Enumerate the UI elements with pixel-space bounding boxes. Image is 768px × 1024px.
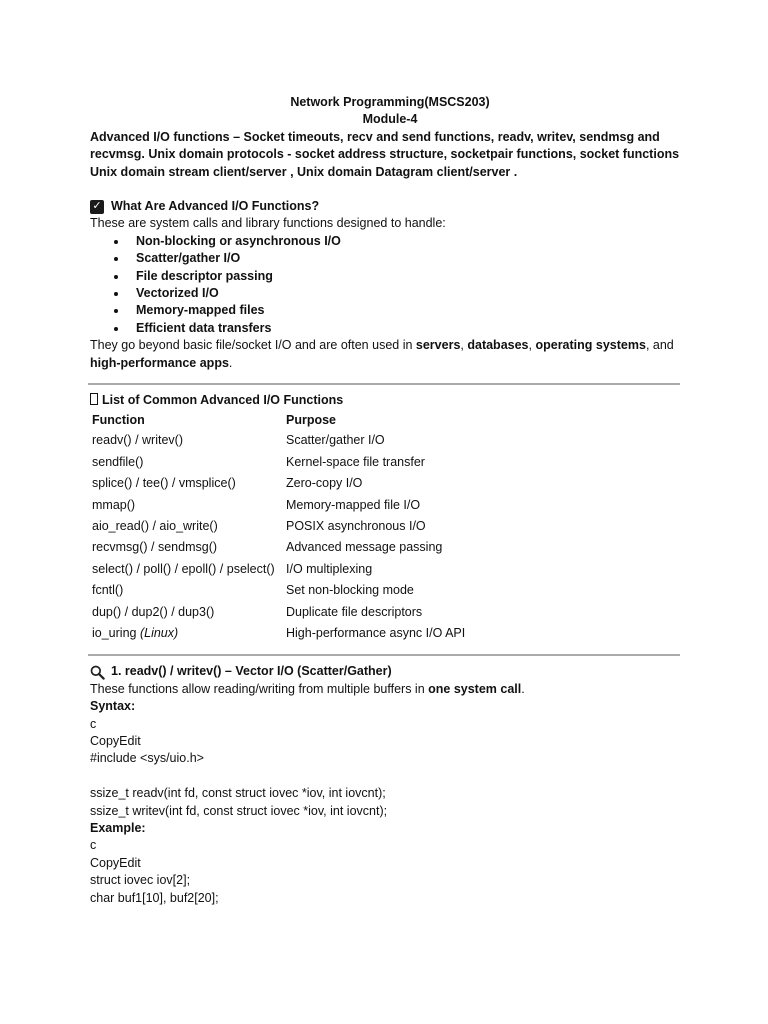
missing-glyph-icon (90, 393, 98, 405)
table-header-row (90, 411, 465, 431)
syntax-label: Syntax: (90, 699, 136, 714)
table-row (90, 495, 465, 516)
purpose-cell: Memory-mapped file I/O (286, 497, 421, 512)
what-bullet-list (90, 233, 690, 337)
function-cell: mmap() (92, 497, 136, 512)
desc-bold: one system call (428, 681, 522, 696)
outro-text: They go beyond basic file/socket I/O and are often used in (90, 338, 416, 353)
check-mark-icon: ✓ (90, 200, 104, 214)
table-row (90, 559, 465, 580)
code-line: ssize_t writev(int fd, const struct iovec *iov, int iovcnt); (90, 803, 388, 818)
list-item: Memory-mapped files (90, 302, 690, 319)
list-item: File descriptor passing (90, 268, 690, 285)
purpose-cell: Scatter/gather I/O (286, 433, 385, 448)
outro-text: , and (645, 338, 674, 353)
function-cell: fcntl() (92, 583, 124, 598)
copy-edit-button[interactable]: CopyEdit (90, 855, 141, 870)
example-label: Example: (90, 821, 146, 836)
magnifier-icon (90, 665, 105, 680)
function-cell: readv() / writev() (92, 433, 183, 448)
copy-edit-button[interactable]: CopyEdit (90, 734, 141, 749)
table-row (90, 452, 465, 473)
function-cell: select() / poll() / epoll() / pselect() (92, 561, 275, 576)
purpose-cell: Duplicate file descriptors (286, 604, 423, 619)
what-intro: These are system calls and library functions designed to handle: (90, 216, 446, 231)
col-header-purpose: Purpose (286, 412, 337, 427)
desc-text: These functions allow reading/writing from multiple buffers in (90, 681, 429, 696)
table-row (90, 623, 465, 644)
code-lang-label: c (90, 716, 97, 731)
table-row (90, 516, 465, 537)
purpose-cell: Kernel-space file transfer (286, 454, 425, 469)
table-row (90, 431, 465, 452)
what-outro (90, 337, 690, 372)
outro-bold: databases (467, 338, 529, 353)
purpose-cell: High-performance async I/O API (286, 626, 466, 640)
function-cell: sendfile() (92, 454, 144, 469)
desc-text: . (521, 681, 525, 696)
code-line: char buf1[10], buf2[20]; (90, 890, 219, 905)
functions-table (90, 411, 465, 645)
table-row (90, 602, 465, 623)
section-divider (88, 383, 680, 385)
purpose-cell: Set non-blocking mode (286, 583, 414, 598)
purpose-cell: Zero-copy I/O (286, 476, 363, 491)
readv-desc (90, 681, 690, 698)
purpose-cell: Advanced message passing (286, 540, 443, 555)
outro-bold: high-performance apps (90, 355, 229, 370)
list-item: Vectorized I/O (90, 285, 690, 302)
outro-text: , (460, 338, 468, 353)
table-row (90, 537, 465, 558)
list-item: Scatter/gather I/O (90, 250, 690, 267)
list-item: Efficient data transfers (90, 320, 690, 337)
table-row (90, 473, 465, 494)
function-cell: recvmsg() / sendmsg() (92, 540, 218, 555)
function-name: io_uring (92, 626, 137, 640)
doc-syllabus: Advanced I/O functions – Socket timeouts, recv and send functions, readv, writev, sendmsg and recvmsg. Unix domain protocols - socket address structure, socketpair functions, socket functions Unix domain stream client/server , Unix domain Datagram client/server . (90, 129, 680, 179)
outro-bold: servers (415, 338, 461, 353)
table-row (90, 580, 465, 601)
section-divider (88, 654, 680, 656)
doc-title: Network Programming(MSCS203) (290, 95, 490, 109)
what-heading-text: What Are Advanced I/O Functions? (111, 199, 320, 214)
list-item: Non-blocking or asynchronous I/O (90, 233, 690, 250)
code-line: #include <sys/uio.h> (90, 751, 204, 766)
code-line: struct iovec iov[2]; (90, 873, 191, 888)
function-cell: splice() / tee() / vmsplice() (92, 476, 236, 491)
section-heading-list (90, 392, 690, 409)
function-cell: aio_read() / aio_write() (92, 519, 218, 534)
outro-text: , (528, 338, 536, 353)
function-cell (90, 623, 286, 644)
section-heading-readv (90, 663, 690, 680)
function-cell: dup() / dup2() / dup3() (92, 604, 215, 619)
list-heading-text: List of Common Advanced I/O Functions (102, 393, 344, 408)
section-heading-what (90, 198, 690, 215)
purpose-cell: POSIX asynchronous I/O (286, 519, 426, 534)
code-line: ssize_t readv(int fd, const struct iovec *iov, int iovcnt); (90, 786, 386, 801)
doc-module: Module-4 (362, 112, 418, 127)
readv-heading-text: 1. readv() / writev() – Vector I/O (Scatter/Gather) (111, 664, 392, 679)
code-lang-label: c (90, 838, 97, 853)
purpose-cell: I/O multiplexing (286, 561, 373, 576)
function-note: (Linux) (139, 626, 179, 640)
code-blank-line (90, 768, 690, 785)
outro-text: . (228, 355, 233, 370)
document-body (90, 94, 690, 907)
outro-bold: operating systems (535, 338, 646, 353)
col-header-function: Function (92, 412, 145, 427)
